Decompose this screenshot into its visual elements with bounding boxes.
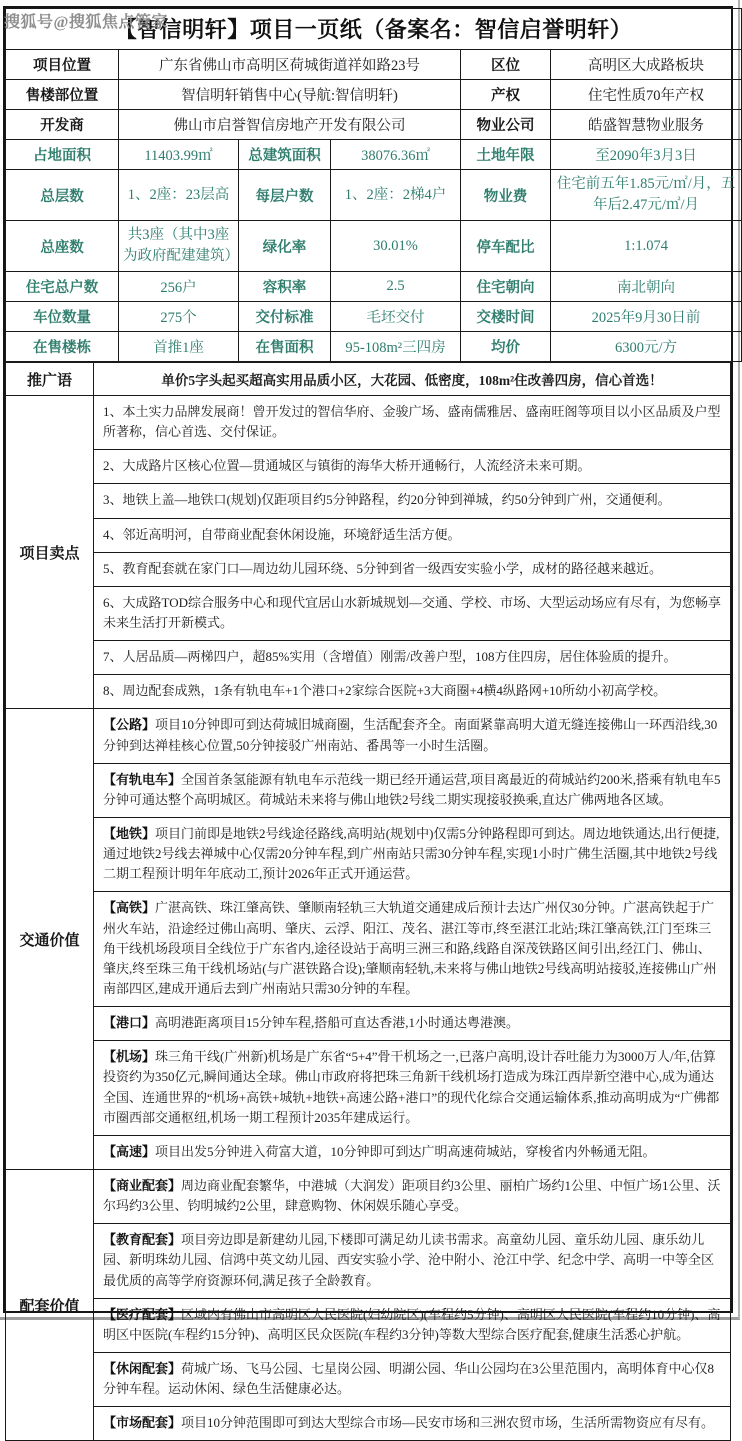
field-value: 1:1.074 [551, 221, 742, 272]
selling-point-item: 2、大成路片区核心位置—贯通城区与镇街的海华大桥开通畅行，人流经济未来可期。 [94, 449, 730, 483]
project-sheet [3, 6, 736, 1431]
section-label-selling-points: 项目卖点 [6, 396, 94, 709]
amenity-item-commerce: 【商业配套】周边商业配套繁华，中港城（大润发）距项目约3公里、丽柏广场约1公里、中恒广场1公里、沃尔玛约3公里、钧明城约2公里，肆意购物、休闲娱乐随心享受。 [103, 1178, 721, 1214]
field-value: 1、2座：23层高 [119, 170, 239, 221]
slogan-text: 单价5字头起买超高实用品质小区，大花园、低密度，108m²住改善四房，信心首选！ [94, 363, 731, 396]
field-label: 售楼部位置 [6, 80, 119, 110]
traffic-item-expressway: 【高速】项目出发5分钟进入荷富大道，10分钟即可到达广明高速荷城站，穿梭省内外畅通无阻。 [94, 1135, 730, 1169]
field-label: 绿化率 [239, 221, 331, 272]
field-label: 土地年限 [461, 140, 551, 170]
field-label: 总座数 [6, 221, 119, 272]
field-value: 275个 [119, 302, 239, 332]
watermark-text: 搜狐号@搜狐焦点管家 [4, 14, 168, 31]
field-value: 至2090年3月3日 [551, 140, 742, 170]
field-label: 停车配比 [461, 221, 551, 272]
table-row-floors [6, 170, 742, 221]
selling-point-item: 1、本土实力品牌发展商！曾开发过的智信华府、金骏广场、盛南儒雅居、盛南旺阁等项目以小区品质及户型所著称，信心首选、交付保证。 [103, 404, 721, 440]
field-value: 共3座（其中3座为政府配建建筑） [119, 221, 239, 272]
field-value: 2025年9月30日前 [551, 302, 742, 332]
section-label-traffic: 交通价值 [6, 709, 94, 1170]
field-label: 产权 [461, 80, 551, 110]
selling-point-item: 4、邻近高明河，自带商业配套休闲设施，环境舒适生活方便。 [94, 518, 730, 552]
selling-point-item: 3、地铁上盖—地铁口(规划)仅距项目约5分钟路程，约20分钟到禅城，约50分钟到广州，交通便利。 [94, 483, 730, 517]
amenity-value-row [6, 1170, 731, 1441]
slogan-row [6, 363, 731, 396]
amenity-item-market: 【市场配套】项目10分钟范围即可到达大型综合市场—民安市场和三洲农贸市场，生活所需物资应有尽有。 [94, 1406, 730, 1440]
table-row-parking [6, 302, 742, 332]
field-value: 95-108m²三四房 [331, 332, 461, 362]
field-value: 首推1座 [119, 332, 239, 362]
table-row-on-sale [6, 332, 742, 362]
field-label: 均价 [461, 332, 551, 362]
field-label: 车位数量 [6, 302, 119, 332]
field-label: 住宅总户数 [6, 272, 119, 302]
field-value: 256户 [119, 272, 239, 302]
traffic-item-hsr: 【高铁】广湛高铁、珠江肇高铁、肇顺南轻轨三大轨道交通建成后预计去达广州仅30分钟。广湛高铁起于广州火车站，沿途经过佛山高明、肇庆、云浮、阳江、茂名、湛江等市,终至湛江北站;珠江肇高铁,江门至珠三角干线机场段项目全线位于广东省内,途径设站于高明三洲三和路,线路自深茂铁路区间引出,经江门、佛山、肇庆,终至珠三角干线机场站(与广湛铁路合设);肇顺南轻轨,未来将与佛山地铁2号线高明站接驳,连接佛山广州南部四区,建成开通后去到广州南站只需30分钟的车程。 [94, 891, 730, 1006]
field-label: 在售楼栋 [6, 332, 119, 362]
field-value: 南北朝向 [551, 272, 742, 302]
field-label: 开发商 [6, 110, 119, 140]
field-value: 住宅性质70年产权 [551, 80, 742, 110]
section-label-slogan: 推广语 [6, 363, 94, 396]
field-label: 区位 [461, 50, 551, 80]
field-label: 物业费 [461, 170, 551, 221]
section-table [5, 362, 731, 1441]
selling-point-item: 6、大成路TOD综合服务中心和现代宜居山水新城规划—交通、学校、市场、大型运动场应有尽有，为您畅享未来生活打开新模式。 [94, 586, 730, 640]
field-label: 项目位置 [6, 50, 119, 80]
table-row-area [6, 140, 742, 170]
field-label: 总建筑面积 [239, 140, 331, 170]
field-value: 广东省佛山市高明区荷城街道祥如路23号 [119, 50, 461, 80]
traffic-item-airport: 【机场】珠三角干线(广州新)机场是广东省“5+4”骨干机场之一,已落户高明,设计吞吐能力为3000万人/年,估算投资约为350亿元,瞬间通达全球。佛山市政府将把珠三角新干线机场打造成为珠江西岸新空港中心,成为通达全国、连通世界的“机场+高铁+城轨+地铁+高速公路+港口”的现代化综合交通运输体系,推动高明成为“广佛都市圈西部交通枢纽,机场一期工程预计2035年建成运行。 [94, 1040, 730, 1135]
amenity-item-education: 【教育配套】项目旁边即是新建幼儿园,下楼即可满足幼儿读书需求。高童幼儿园、童乐幼儿园、康乐幼儿园、新明珠幼儿园、信鸿中英文幼儿园、西安实验小学、沧中附小、沧江中学、纪念中学、高明一中等全区最优质的高等学府资源环伺,满足孩子全龄教育。 [94, 1223, 730, 1297]
table-row-developer [6, 110, 742, 140]
field-label: 容积率 [239, 272, 331, 302]
field-label: 交楼时间 [461, 302, 551, 332]
selling-point-item: 8、周边配套成熟，1条有轨电车+1个港口+2家综合医院+3大商圈+4横4纵路网+10所幼小初高学校。 [94, 674, 730, 708]
field-value: 皓盛智慧物业服务 [551, 110, 742, 140]
field-label: 物业公司 [461, 110, 551, 140]
traffic-item-metro: 【地铁】项目门前即是地铁2号线途径路线,高明站(规划中)仅需5分钟路程即可到达。周边地铁通达,出行便捷,通过地铁2号线去禅城中心仅需20分钟车程,到广州南站只需30分钟车程,实现1小时广佛生活圈,其中地铁2号线二期工程预计明年年底动工,预计2026年正式开通运营。 [94, 817, 730, 891]
field-label: 占地面积 [6, 140, 119, 170]
table-row-sales-office [6, 80, 742, 110]
selling-points-row [6, 396, 731, 709]
selling-point-item: 7、人居品质—两梯四户，超85%实用（含增值）刚需/改善户型，108方住四房，居住体验质的提升。 [94, 640, 730, 674]
field-value: 30.01% [331, 221, 461, 272]
table-row-location [6, 50, 742, 80]
field-label: 在售面积 [239, 332, 331, 362]
traffic-item-port: 【港口】高明港距离项目15分钟车程,搭船可直达香港,1小时通达粤港澳。 [94, 1006, 730, 1040]
table-row-households [6, 272, 742, 302]
field-label: 住宅朝向 [461, 272, 551, 302]
info-table [5, 8, 742, 362]
field-value: 住宅前五年1.85元/㎡/月，五年后2.47元/㎡/月 [551, 170, 742, 221]
selling-point-item: 5、教育配套就在家门口—周边幼儿园环绕、5分钟到省一级西安实验小学，成材的路径越来越近。 [94, 552, 730, 586]
page-title: 【智信明轩】项目一页纸（备案名：智信启誉明轩） [6, 9, 742, 50]
amenity-item-leisure: 【休闲配套】荷城广场、飞马公园、七星岗公园、明湖公园、华山公园均在3公里范围内，高明体育中心仅8分钟车程。运动休闲、绿色生活健康必达。 [94, 1352, 730, 1406]
field-value: 高明区大成路板块 [551, 50, 742, 80]
field-value: 11403.99㎡ [119, 140, 239, 170]
field-value: 智信明轩销售中心(导航:智信明轩) [119, 80, 461, 110]
title-row [6, 9, 742, 50]
traffic-item-tram: 【有轨电车】全国首条氢能源有轨电车示范线一期已经开通运营,项目离最近的荷城站约200米,搭乘有轨电车5分钟可通达整个高明城区。荷城站未来将与佛山地铁2号线二期实现接驳换乘,直达广佛两地各区域。 [94, 763, 730, 817]
field-label: 每层户数 [239, 170, 331, 221]
section-label-amenities: 配套价值 [6, 1170, 94, 1441]
traffic-item-highway: 【公路】项目10分钟即可到达荷城旧城商圈，生活配套齐全。南面紧靠高明大道无缝连接佛山一环西沿线,30分钟到达禅桂核心位置,50分钟接驳广州南站、番禺等一小时生活圈。 [103, 717, 718, 753]
field-label: 总层数 [6, 170, 119, 221]
traffic-value-row [6, 709, 731, 1170]
field-value: 1、2座：2梯4户 [331, 170, 461, 221]
field-value: 6300元/方 [551, 332, 742, 362]
field-value: 佛山市启誉智信房地产开发有限公司 [119, 110, 461, 140]
field-label: 交付标准 [239, 302, 331, 332]
table-row-blocks [6, 221, 742, 272]
field-value: 38076.36㎡ [331, 140, 461, 170]
field-value: 2.5 [331, 272, 461, 302]
field-value: 毛坯交付 [331, 302, 461, 332]
amenity-item-medical: 【医疗配套】区域内有佛山市高明区人民医院(妇幼院区)(车程约5分钟)、高明区人民医院(车程约10分钟)、高明区中医院(车程约15分钟)、高明区民众医院(车程约3分钟)等数大型综合医疗配套,健康生活悉心护航。 [94, 1298, 730, 1352]
